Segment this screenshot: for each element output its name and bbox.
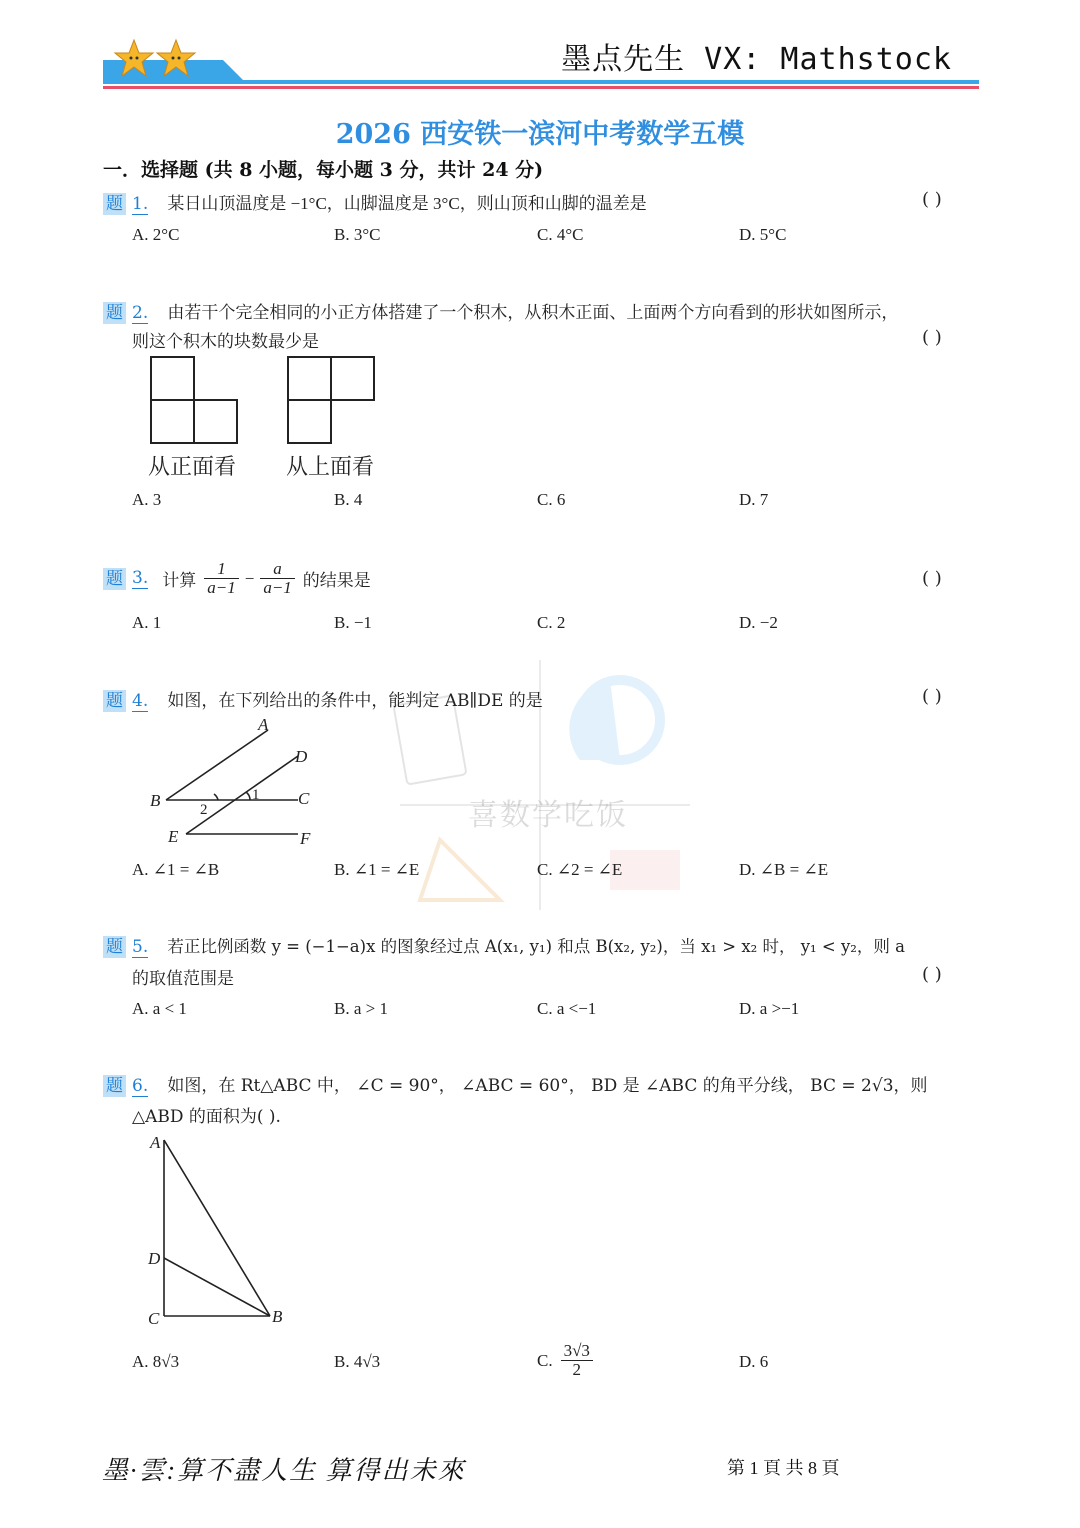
answer-blank: ( ) [922, 964, 942, 985]
option-c: C. a <−1 [537, 999, 597, 1018]
question-text: 如图，在下列给出的条件中，能判定 AB∥DE 的是 [167, 691, 543, 711]
option-a: A. ∠1 = ∠B [132, 860, 220, 879]
option-a: A. 2°C [132, 225, 180, 244]
option-d: D. ∠B = ∠E [739, 860, 829, 879]
question-tag: 题 [103, 568, 126, 590]
question-number: 3. [132, 568, 149, 588]
question-6 [103, 1071, 928, 1097]
label-A: A [150, 1133, 161, 1152]
question-3 [103, 560, 371, 597]
fraction-1: $\frac{1}{a-1}$ [204, 560, 238, 597]
option-b: B. 4 [334, 490, 363, 509]
question-number: 6. [132, 1076, 149, 1096]
footer-motto: 墨·雲:算不盡人生 算得出未來 [102, 1456, 466, 1485]
label-E: E [168, 827, 179, 846]
question-5 [103, 933, 905, 958]
question-text-line2: 的取值范围是 [132, 969, 234, 989]
option-a: A. 1 [132, 613, 162, 632]
question-number: 2. [132, 303, 149, 323]
label-F: F [300, 829, 311, 848]
option-c: C. 6 [537, 490, 566, 509]
question-text: 计算 [162, 571, 197, 591]
question-tag: 题 [103, 690, 126, 712]
option-c: C. 2 [537, 613, 566, 632]
question-number: 5. [132, 937, 149, 957]
question-tag: 题 [103, 302, 126, 324]
question-tag: 题 [103, 193, 126, 215]
option-c-label: C. [537, 1350, 553, 1370]
option-c: C. 4°C [537, 225, 584, 244]
question-text-line2: 则这个积木的块数最少是 [132, 332, 319, 352]
answer-blank: ( ) [922, 568, 942, 589]
label-A: A [258, 715, 269, 734]
watermark-text: 喜数学吃饭 [468, 798, 628, 833]
question-text: 某日山顶温度是 −1°C，山脚温度是 3°C，则山顶和山脚的温差是 [167, 194, 647, 213]
figure-label-front: 从正面看 [148, 455, 237, 480]
question-text: 若正比例函数 y = (−1−a)x 的图象经过点 A(x₁, y₁) 和点 B(x₂, y₂)，当 x₁ > x₂ 时， y₁ < y₂，则 a [167, 937, 905, 956]
question-1 [103, 189, 647, 215]
option-b: B. 3°C [334, 225, 381, 244]
question-2 [103, 298, 898, 324]
option-c [537, 1342, 593, 1379]
option-b: B. ∠1 = ∠E [334, 860, 420, 879]
page-title: 2026 西安铁一滨河中考数学五模 [335, 119, 745, 150]
question-tag: 题 [103, 1075, 126, 1097]
header-brand: 墨点先生 VX: Mathstock [561, 42, 952, 77]
option-d: D. −2 [739, 613, 778, 632]
label-angle-1: 1 [252, 787, 260, 803]
question-tag: 题 [103, 936, 126, 958]
minus-sign: − [244, 568, 255, 588]
label-B: B [150, 791, 161, 810]
option-c-fraction: $\frac{3√3}{2}$ [561, 1342, 593, 1379]
fraction-2: $\frac{a}{a-1}$ [260, 560, 294, 597]
question-text-tail: 的结果是 [302, 571, 371, 591]
option-d: D. 7 [739, 490, 769, 509]
section-heading: 一．选择题 (共 8 小题，每小题 3 分，共计 24 分) [103, 159, 544, 181]
answer-blank: ( ) [922, 189, 942, 210]
answer-blank: ( ) [922, 327, 942, 348]
question-text: 如图，在 Rt△ABC 中， ∠C = 90°， ∠ABC = 60°， BD 是 ∠ABC 的角平分线， BC = 2√3，则 [167, 1076, 928, 1096]
option-a: A. 8√3 [132, 1352, 180, 1371]
three-view-figure [148, 354, 388, 446]
option-d: D. 6 [739, 1352, 769, 1371]
label-C: C [298, 789, 310, 808]
question-number: 4. [132, 691, 149, 711]
figure-label-top: 从上面看 [286, 455, 375, 480]
label-C: C [148, 1309, 160, 1328]
option-b: B. 4√3 [334, 1352, 381, 1371]
option-a: A. 3 [132, 490, 162, 509]
triangle-figure [140, 1128, 300, 1328]
option-a: A. a < 1 [132, 999, 187, 1018]
parallel-lines-figure [140, 712, 330, 852]
question-4 [103, 686, 543, 712]
label-angle-2: 2 [200, 802, 208, 818]
option-b: B. a > 1 [334, 999, 388, 1018]
option-c: C. ∠2 = ∠E [537, 860, 623, 879]
question-number: 1. [132, 194, 149, 214]
option-b: B. −1 [334, 613, 372, 632]
page-number: 第 1 頁 共 8 頁 [727, 1458, 840, 1478]
star-mascot-icon [112, 38, 202, 80]
question-text-line2: △ABD 的面积为( ). [132, 1107, 281, 1127]
label-B: B [272, 1307, 283, 1326]
option-d: D. 5°C [739, 225, 787, 244]
option-d: D. a >−1 [739, 999, 800, 1018]
question-text: 由若干个完全相同的小正方体搭建了一个积木，从积木正面、上面两个方向看到的形状如图所示， [167, 303, 899, 323]
label-D: D [148, 1249, 161, 1268]
label-D: D [295, 747, 308, 766]
answer-blank: ( ) [922, 686, 942, 707]
